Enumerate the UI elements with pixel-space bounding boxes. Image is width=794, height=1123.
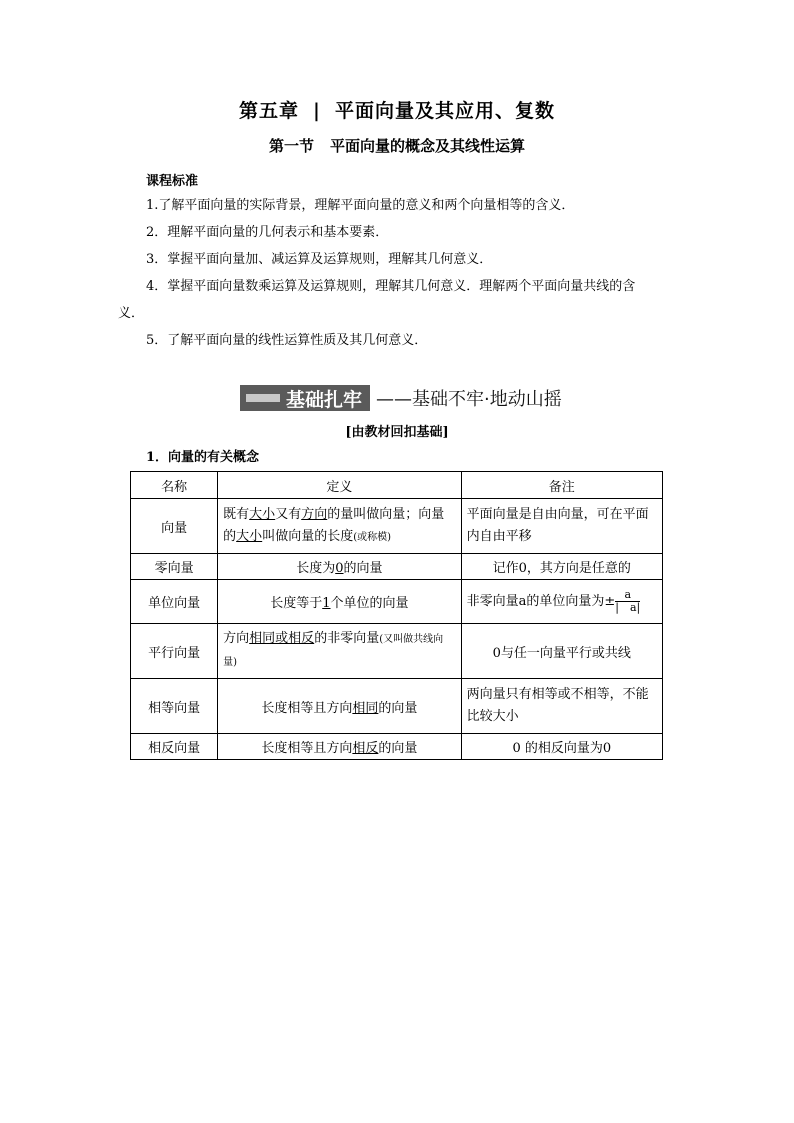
- banner-bar-decoration: [246, 394, 280, 402]
- def-text: 个单位的向量: [330, 596, 409, 611]
- row-definition: [218, 499, 461, 554]
- def-text: 的向量: [378, 741, 418, 756]
- header-definition: 定义: [218, 472, 461, 499]
- row-note: 0与任一向量平行或共线: [461, 624, 662, 679]
- chapter-name: 平面向量及其应用、复数: [334, 100, 555, 122]
- row-name: 相等向量: [131, 679, 218, 734]
- def-text: 的向量: [343, 561, 383, 576]
- chapter-title: [0, 96, 794, 123]
- def-underlined: 1: [322, 596, 331, 611]
- row-definition: [218, 624, 461, 679]
- row-name: 向量: [131, 499, 218, 554]
- row-note: 记作0，其方向是任意的: [461, 554, 662, 580]
- sub-banner: [由教材回扣基础]: [345, 425, 449, 440]
- banner-subtitle: ——基础不牢·地动山摇: [376, 389, 562, 410]
- section-title: [0, 135, 794, 156]
- row-note: 两向量只有相等或不相等，不能比较大小: [461, 679, 662, 734]
- def-text: 长度相等且方向: [261, 741, 353, 756]
- def-text: 长度等于: [270, 596, 323, 611]
- fraction-denominator: | a|: [615, 601, 641, 614]
- banner-main-text: 基础扎牢: [286, 388, 363, 411]
- def-text: 长度相等且方向: [261, 700, 353, 716]
- row-note: 平面向量是自由向量，可在平面内自由平移: [461, 499, 662, 554]
- section-label: 第一节: [268, 137, 314, 155]
- def-text: 既有: [223, 506, 250, 522]
- def-text: 叫做向量的长度: [262, 528, 354, 544]
- row-definition: [218, 679, 461, 734]
- row-definition: [218, 554, 461, 580]
- def-small-note: (又叫做共线向量): [223, 634, 444, 668]
- header-name: 名称: [131, 472, 218, 499]
- def-text: 的非零向量: [314, 631, 380, 646]
- def-underlined: 相同: [352, 700, 379, 716]
- standard-item-3: 3．掌握平面向量加、减运算及运算规则，理解其几何意义．: [146, 252, 493, 267]
- standard-item-5: 5．了解平面向量的线性运算性质及其几何意义．: [146, 333, 428, 348]
- table-row: [131, 554, 663, 580]
- table-header-row: [131, 472, 663, 499]
- table-row: [131, 499, 663, 554]
- def-text: 的向量: [378, 700, 418, 716]
- banner-main: [240, 385, 370, 411]
- chapter-label: 第五章: [239, 100, 300, 122]
- header-note: 备注: [461, 472, 662, 499]
- standards-heading: 课程标准: [146, 174, 199, 189]
- standard-item-4: 4．掌握平面向量数乘运算及运算规则，理解其几何意义．理解两个平面向量共线的含: [146, 279, 636, 294]
- def-small-note: (或称模): [353, 531, 392, 543]
- def-underlined: 相同或相反: [249, 631, 315, 646]
- standard-item-1: 1.了解平面向量的实际背景，理解平面向量的意义和两个向量相等的含义．: [146, 198, 575, 213]
- def-underlined: 相反: [352, 741, 379, 756]
- def-underlined: 大小: [249, 506, 276, 522]
- row-definition: [218, 580, 461, 624]
- def-text: 的量叫做向量；向量的: [223, 506, 445, 544]
- chapter-separator: |: [313, 100, 321, 122]
- table-row: [131, 580, 663, 624]
- def-underlined: 大小: [236, 528, 263, 544]
- unit-vector-fraction: [615, 589, 640, 614]
- row-note: 0 的相反向量为0: [461, 734, 662, 760]
- row-name: 平行向量: [131, 624, 218, 679]
- row-note: [461, 580, 662, 624]
- standard-item-2: 2．理解平面向量的几何表示和基本要素．: [146, 225, 389, 240]
- def-underlined: 0: [335, 561, 344, 576]
- def-text: 又有: [275, 506, 302, 522]
- row-name: 单位向量: [131, 580, 218, 624]
- table-row: [131, 679, 663, 734]
- section-name: 平面向量的概念及其线性运算: [330, 137, 526, 155]
- row-name: 零向量: [131, 554, 218, 580]
- table-row: [131, 734, 663, 760]
- def-underlined: 方向: [301, 506, 328, 522]
- row-definition: [218, 734, 461, 760]
- fraction-numerator: a: [615, 589, 640, 602]
- def-text: 方向: [223, 631, 250, 646]
- row-name: 相反向量: [131, 734, 218, 760]
- item-heading: 1．向量的有关概念: [146, 450, 260, 465]
- concepts-table: [130, 471, 663, 760]
- section-banner: [240, 385, 562, 411]
- note-text: 非零向量a的单位向量为±: [466, 594, 616, 609]
- def-text: 长度为: [296, 561, 336, 576]
- standard-item-4-cont: 义．: [118, 306, 145, 321]
- table-row: [131, 624, 663, 679]
